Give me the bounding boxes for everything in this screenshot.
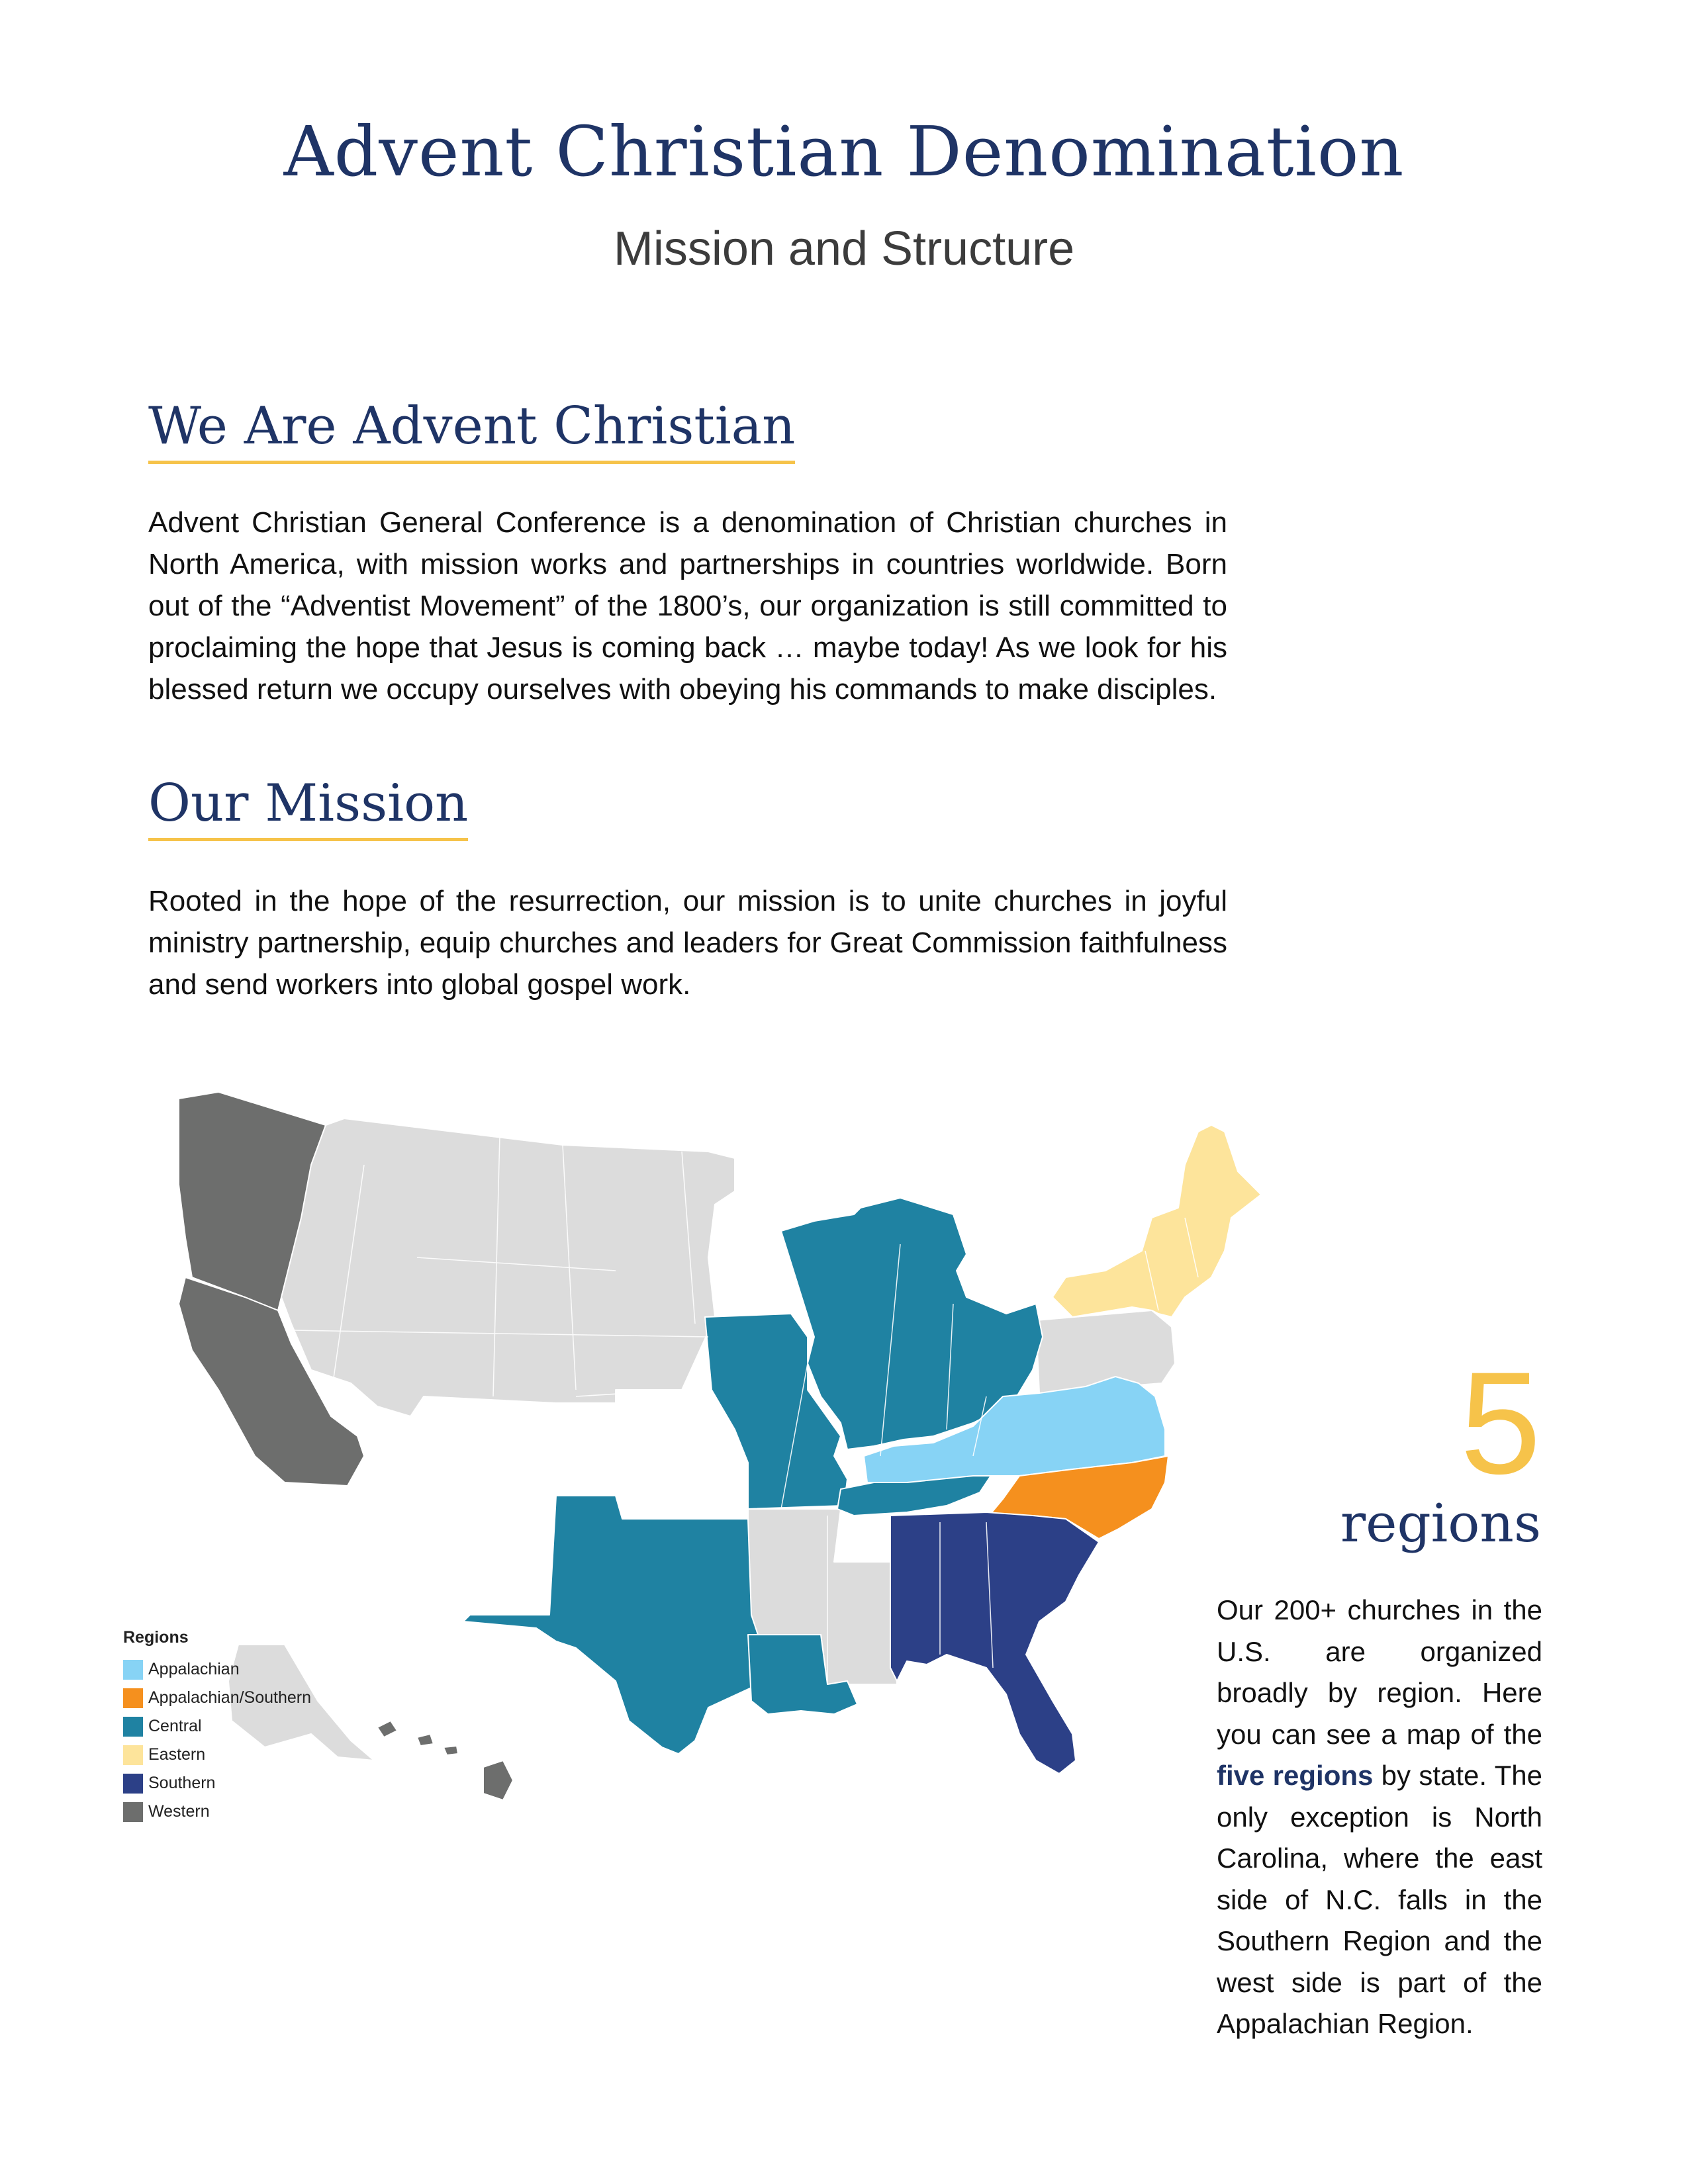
legend-title: Regions: [123, 1628, 189, 1647]
legend-label: Appalachian: [148, 1660, 240, 1678]
page-subtitle: Mission and Structure: [613, 222, 1075, 275]
map-state-western: [377, 1721, 513, 1800]
legend-item: [123, 1769, 311, 1797]
legend-item: [123, 1684, 311, 1712]
mission-heading: Our Mission: [148, 774, 468, 841]
legend-swatch: [123, 1802, 143, 1822]
mission-paragraph: Rooted in the hope of the resurrection, our mission is to unite churches in joyful ministry partnership, equip churches and leaders for Great Commission faithfulness and send workers into global gospel work.: [148, 885, 1227, 1001]
legend-label: Eastern: [148, 1745, 206, 1764]
legend-item: [123, 1655, 311, 1684]
legend-swatch: [123, 1688, 143, 1708]
about-heading: We Are Advent Christian: [148, 397, 795, 464]
map-state-eastern: [1053, 1125, 1261, 1317]
legend-swatch: [123, 1745, 143, 1765]
regions-count: 5: [1460, 1342, 1541, 1504]
legend-item: [123, 1741, 311, 1769]
legend-swatch: [123, 1774, 143, 1794]
legend-swatch: [123, 1717, 143, 1737]
legend-label: Central: [148, 1717, 202, 1735]
map-state-central: [463, 1496, 758, 1754]
map-legend: [123, 1628, 311, 1826]
map-state-unassigned: [271, 1118, 735, 1416]
regions-text-part2: by state. The only exception is North Carolina, where the east side of N.C. falls in the Southern Region and the west side is part of the Appalachian Region.: [1217, 1760, 1542, 2039]
legend-item: [123, 1712, 311, 1741]
regions-text-part1: Our 200+ churches in the U.S. are organized broadly by region. Here you can see a map of the: [1217, 1594, 1542, 1750]
about-paragraph: Advent Christian General Conference is a denomination of Christian churches in North America, with mission works and partnerships in countries worldwide. Born out of the “Adventist Movement” of the 1800’s, our organization is still committed to proclaiming the hope that Jesus is coming back … maybe today! As we look for his blessed return we occupy ourselves with obeying his commands to make disciples.: [148, 506, 1227, 705]
legend-label: Appalachian/Southern: [148, 1688, 312, 1707]
regions-label: regions: [1340, 1492, 1541, 1554]
legend-item: [123, 1797, 311, 1826]
legend-swatch: [123, 1660, 143, 1680]
regions-text-highlight: five regions: [1217, 1760, 1374, 1791]
map-state-southern: [890, 1512, 1099, 1774]
legend-label: Southern: [148, 1774, 216, 1792]
legend-label: Western: [148, 1802, 210, 1821]
page-title: Advent Christian Denomination: [283, 111, 1405, 192]
regions-description: [1217, 1590, 1542, 2045]
